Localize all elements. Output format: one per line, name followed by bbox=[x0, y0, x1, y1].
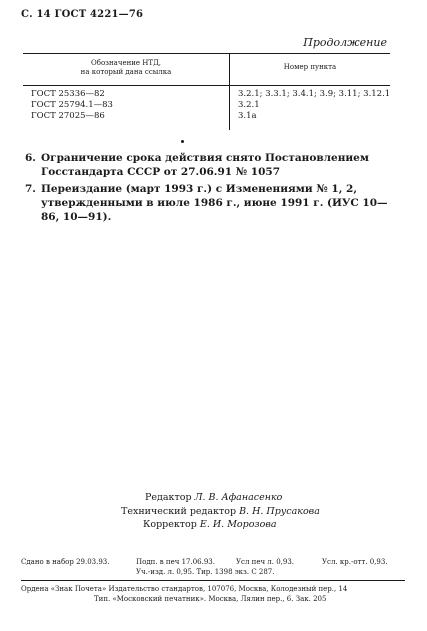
credit-role: Технический редактор bbox=[121, 505, 237, 517]
credit-person: В. Н. Прусакова bbox=[239, 505, 320, 517]
print-publisher: Ордена «Знак Почета» Издательство стандартов, 107076, Москва, Колодезный пер., 14 bbox=[21, 585, 348, 593]
page-header: С. 14 ГОСТ 4221—76 bbox=[21, 9, 144, 20]
paragraph-number: 6. bbox=[25, 152, 36, 164]
table-row-ntd: ГОСТ 25794.1—83 bbox=[31, 100, 113, 110]
paragraph-text: Переиздание (март 1993 г.) с Изменениями № 1, 2, утвержденными в июле 1986 г., июне 1991 г. (ИУС 10—86, 10—91). bbox=[41, 183, 388, 223]
credit-tech-editor bbox=[121, 505, 320, 519]
paragraph-7 bbox=[25, 182, 405, 224]
credits-block bbox=[121, 491, 320, 532]
print-uch-izd: Уч.-изд. л. 0,95. Тир. 1398 экз. С 287. bbox=[136, 568, 275, 576]
continuation-label: Продолжение bbox=[303, 36, 387, 49]
table-header-ntd-line1: Обозначение НТД, bbox=[91, 59, 161, 67]
credit-corrector bbox=[121, 518, 320, 532]
table-top-rule bbox=[23, 53, 390, 54]
table-header-ntd bbox=[23, 59, 229, 77]
table-header-ntd-line2: на который дана ссылка bbox=[80, 68, 172, 76]
paragraph-6 bbox=[25, 151, 405, 179]
print-typography: Тип. «Московский печатник». Москва, Лялин пер., 6. Зак. 205 bbox=[94, 595, 327, 603]
credit-person: Е. И. Морозова bbox=[199, 519, 277, 530]
table-header-item: Номер пункта bbox=[283, 63, 337, 71]
credit-person: Л. В. Афанасенко bbox=[194, 492, 283, 503]
credit-editor bbox=[121, 491, 320, 505]
print-usl-kr: Усл. кр.-отт. 0,93. bbox=[322, 558, 388, 566]
table-row-item: 3.1а bbox=[238, 111, 257, 121]
table-row-ntd: ГОСТ 27025—86 bbox=[31, 111, 105, 121]
credit-role: Редактор bbox=[145, 492, 192, 503]
print-rule bbox=[21, 580, 405, 581]
print-podp: Подп. в печ 17.06.93. bbox=[136, 558, 215, 566]
paragraph-number: 7. bbox=[25, 183, 36, 195]
table-row-ntd: ГОСТ 25336—82 bbox=[31, 89, 105, 99]
credit-role: Корректор bbox=[143, 519, 197, 530]
table-row-item: 3.2.1 bbox=[238, 100, 260, 110]
print-sdano: Сдано в набор 29.03.93. bbox=[21, 558, 110, 566]
print-usl-pech: Усл печ л. 0,93. bbox=[236, 558, 295, 566]
separator-dot bbox=[181, 140, 184, 143]
table-row-item: 3.2.1; 3.3.1; 3.4.1; 3.9; 3.11; 3.12.1 bbox=[238, 89, 391, 99]
table-header-rule bbox=[23, 85, 390, 86]
paragraph-text: Ограничение срока действия снято Постановлением Госстандарта СССР от 27.06.91 № 1057 bbox=[41, 152, 369, 178]
